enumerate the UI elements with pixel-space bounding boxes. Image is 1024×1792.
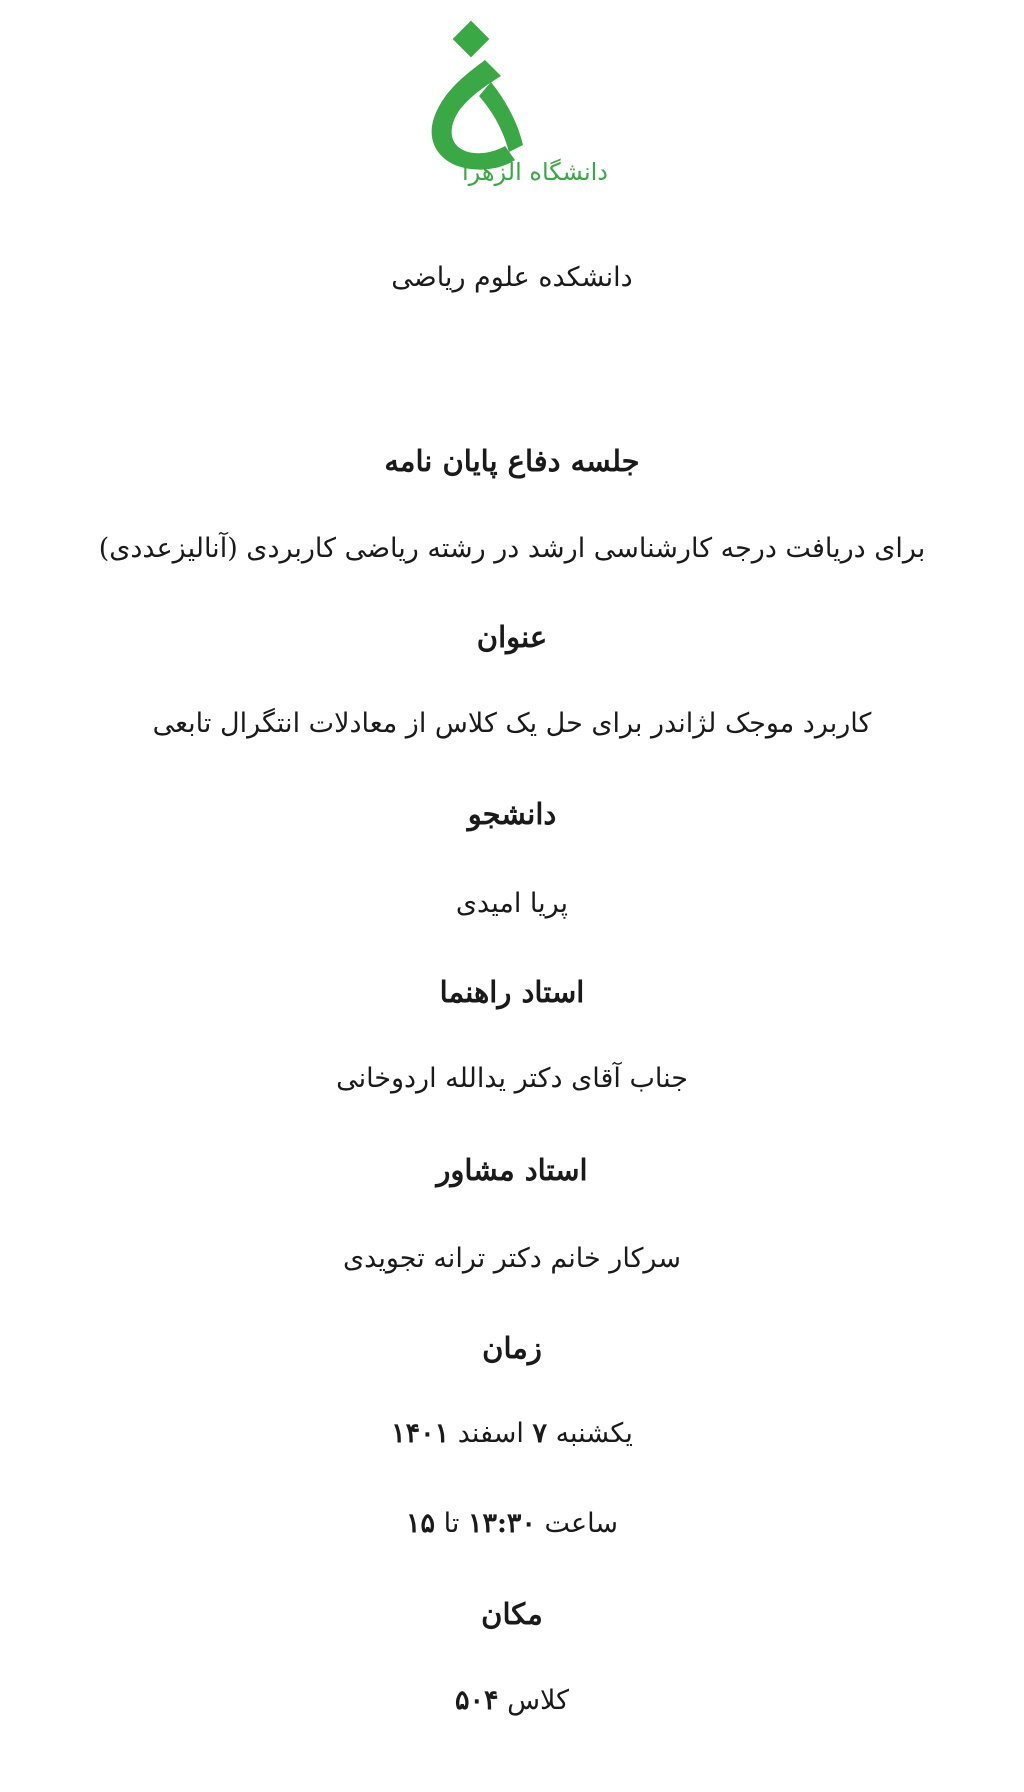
date-year: ۱۴۰۱ (391, 1418, 450, 1449)
supervisor-name: جناب آقای دکتر یدالله اردوخانی (336, 1063, 688, 1094)
time-heading: زمان (482, 1331, 542, 1365)
date-line (0, 1418, 1024, 1449)
logo-stroke-right (479, 82, 523, 152)
time-separator: تا (443, 1508, 460, 1539)
advisor-name: سرکار خانم دکتر ترانه تجویدی (343, 1243, 681, 1274)
faculty-name: دانشکده علوم ریاضی (391, 262, 633, 293)
document-title: جلسه دفاع پایان نامه (384, 444, 640, 478)
time-line (0, 1508, 1024, 1539)
subject-heading: عنوان (476, 620, 548, 654)
degree-line: برای دریافت درجه کارشناسی ارشد در رشته ریاضی کاربردی (آنالیزعددی) (98, 533, 926, 564)
student-heading: دانشجو (467, 797, 557, 831)
university-logo (405, 20, 635, 210)
student-name: پریا امیدی (455, 888, 569, 919)
logo-lettering: دانشگاه الزهرا (461, 158, 609, 186)
time-start: ۱۳:۳۰ (467, 1508, 536, 1539)
thesis-subject: کاربرد موجک لژاندر برای حل یک کلاس از معادلات انتگرال تابعی (152, 708, 872, 739)
place-heading: مکان (481, 1597, 543, 1631)
place-line (0, 1685, 1024, 1716)
date-day: ۷ (532, 1418, 547, 1449)
date-month: اسفند (457, 1418, 524, 1449)
date-weekday: یکشنبه (555, 1418, 633, 1449)
supervisor-heading: استاد راهنما (439, 975, 585, 1009)
place-prefix: کلاس (507, 1685, 570, 1716)
time-end: ۱۵ (405, 1508, 435, 1539)
logo-diamond-shape (453, 21, 490, 58)
place-number: ۵۰۴ (454, 1685, 499, 1716)
time-prefix: ساعت (544, 1508, 618, 1539)
advisor-heading: استاد مشاور (436, 1153, 588, 1187)
